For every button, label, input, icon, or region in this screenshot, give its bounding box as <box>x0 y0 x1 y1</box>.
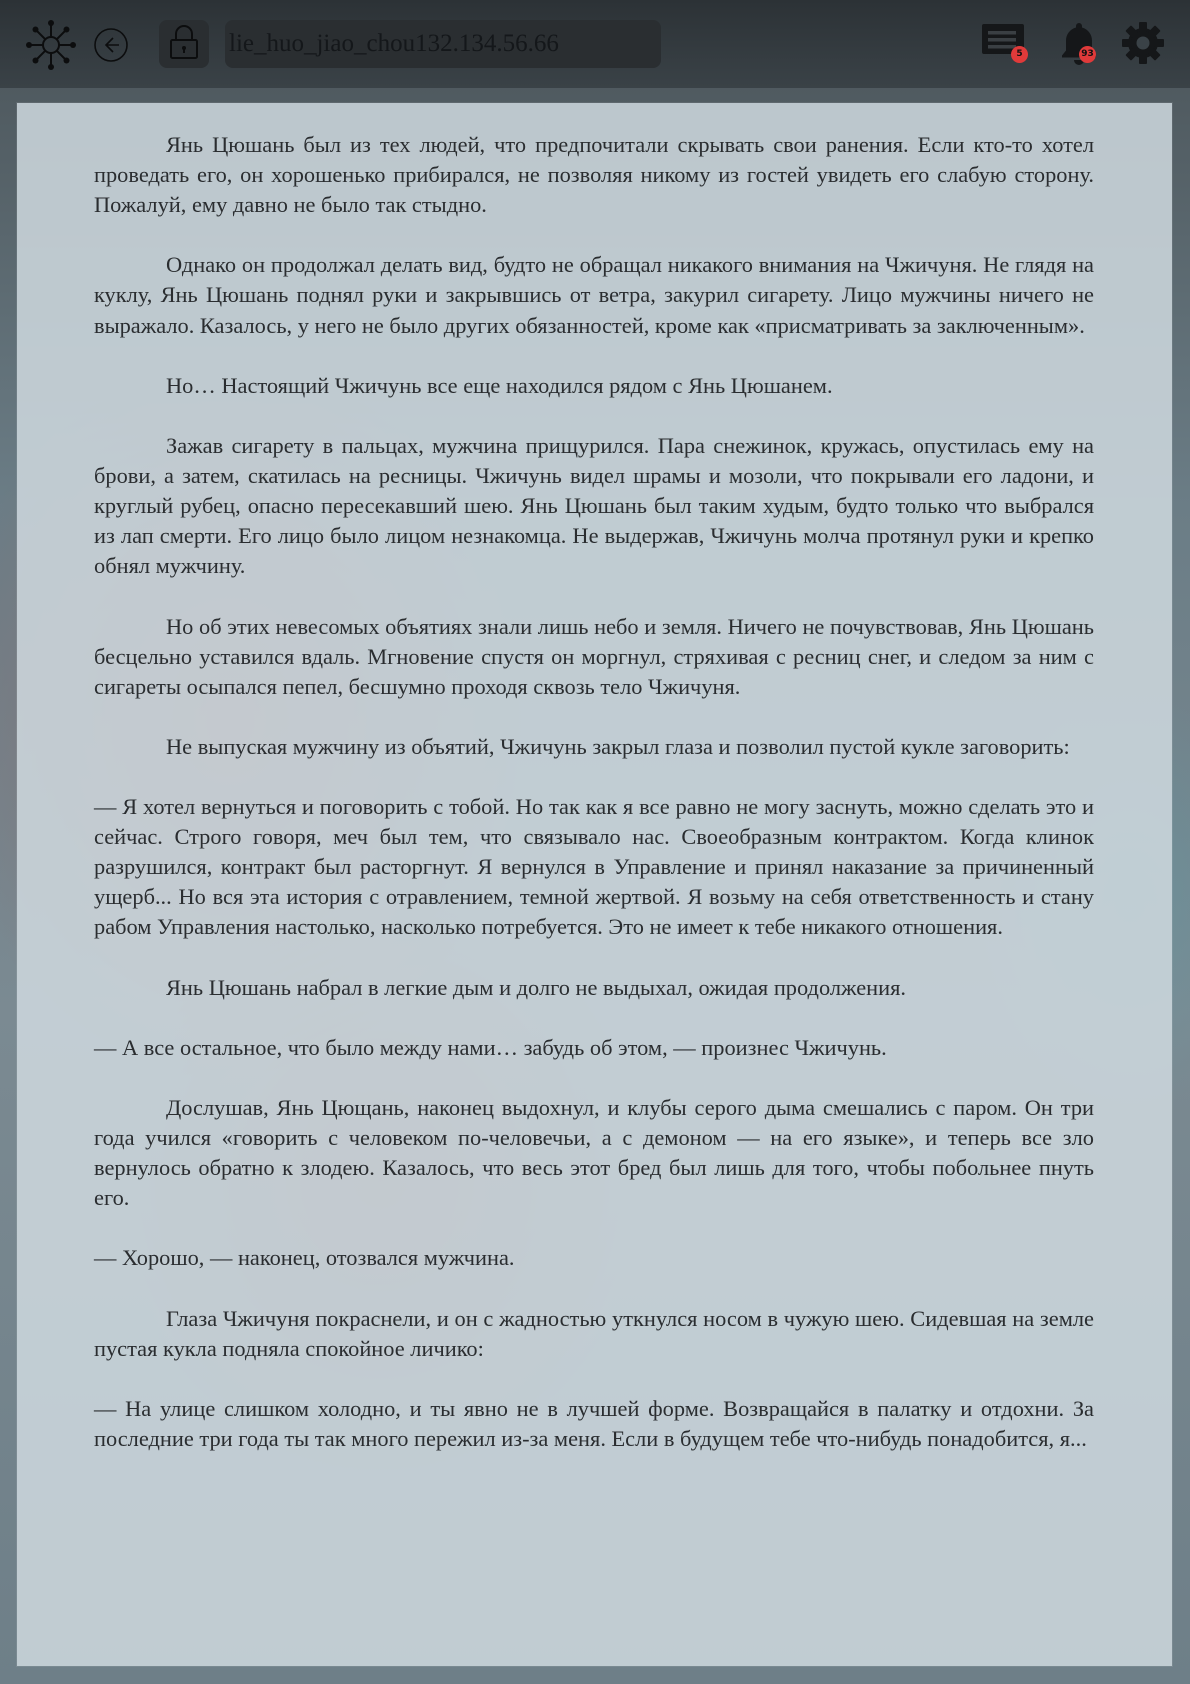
paragraph: Но об этих невесомых объятиях знали лишь небо и земля. Ничего не почувствовав, Янь Цюшань бесцельно уставился вдаль. Мгновение спустя он моргнул, стряхивая с ресниц снег, и следом за ним с сигареты осыпался пепел, бесшумно проходя сквозь тело Чжичуня. <box>94 613 1094 699</box>
reader-panel <box>17 103 1172 1666</box>
dialog-paragraph: — На улице слишком холодно, и ты явно не в лучшей форме. Возвращайся в палатку и отдохни. За последние три года ты так много пережил из-за меня. Если в будущем тебе что-нибудь понадобится, я... <box>94 1395 1094 1452</box>
messages-count-badge: 5 <box>1011 46 1028 63</box>
notifications-count-badge: 93 <box>1079 46 1096 63</box>
paragraph: Не выпуская мужчину из объятий, Чжичунь закрыл глаза и позволил пустой кукле заговорить: <box>166 733 1070 759</box>
paragraph: Янь Цюшань был из тех людей, что предпочитали скрывать свои ранения. Если кто-то хотел проведать его, он хорошенько прибирался, не позволяя никому из гостей увидеть его слабую сторону. Пожалуй, ему давно не было так стыдно. <box>94 132 1094 218</box>
gear-icon[interactable] <box>1120 20 1166 66</box>
paragraph: Зажав сигарету в пальцах, мужчина прищурился. Пара снежинок, кружась, опустилась ему на брови, а затем, скатилась на ресницы. Чжичунь видел шрамы и мозоли, что покрывали его ладони, и круглый рубец, опасно пересекавший шею. Янь Цюшань был таким худым, будто только что выбрался из лап смерти. Его лицо было лицом незнакомца. Не выдержав, Чжичунь молча протянул руки и крепко обнял мужчину. <box>94 432 1094 579</box>
address-input[interactable] <box>225 20 661 68</box>
paragraph: Дослушав, Янь Цющань, наконец выдохнул, и клубы серого дыма смешались с паром. Он три года учился «говорить с человеком по-человечьи, а с демоном — на его языке», и теперь все зло вернулось обратно к злодею. Казалось, что весь этот бред был лишь для того, чтобы побольнее пнуть его. <box>94 1095 1094 1211</box>
paragraph: Глаза Чжичуня покраснели, и он с жадностью уткнулся носом в чужую шею. Сидевшая на земле пустая кукла подняла спокойное личико: <box>94 1305 1094 1361</box>
back-arrow-circle-icon[interactable] <box>93 27 129 63</box>
hub-network-icon[interactable] <box>24 18 78 72</box>
paragraph: Янь Цюшань набрал в легкие дым и долго не выдыхал, ожидая продолжения. <box>166 974 906 1000</box>
chapter-text <box>94 130 1094 1484</box>
paragraph: Но… Настоящий Чжичунь все еще находился рядом с Янь Цюшанем. <box>166 372 833 398</box>
paragraph: Однако он продолжал делать вид, будто не обращал никакого внимания на Чжичуня. Не глядя на куклу, Янь Цюшань поднял руки и закрывшись от ветра, закурил сигарету. Лицо мужчины ничего не выражало. Казалось, у него не было других обязанностей, кроме как «присматривать за заключенным». <box>94 252 1094 338</box>
lock-button[interactable] <box>159 20 209 68</box>
top-bar <box>0 0 1190 88</box>
dialog-paragraph: — Я хотел вернуться и поговорить с тобой. Но так как я все равно не могу заснуть, можно сделать это и сейчас. Строго говоря, меч был тем, что связывало нас. Своеобразным контрактом. Когда клинок разрушился, контракт был расторгнут. Я вернулся в Управление и принял наказание за причиненный ущерб... Но вся эта история с отравлением, темной жертвой. Я возьму на себя ответственность и стану рабом Управления настолько, насколько потребуется. Это не имеет к тебе никакого отношения. <box>94 794 1094 940</box>
lock-icon <box>168 24 200 65</box>
dialog-paragraph: — Хорошо, — наконец, отозвался мужчина. <box>94 1245 515 1271</box>
dialog-paragraph: — А все остальное, что было между нами… забудь об этом, — произнес Чжичунь. <box>94 1034 887 1060</box>
